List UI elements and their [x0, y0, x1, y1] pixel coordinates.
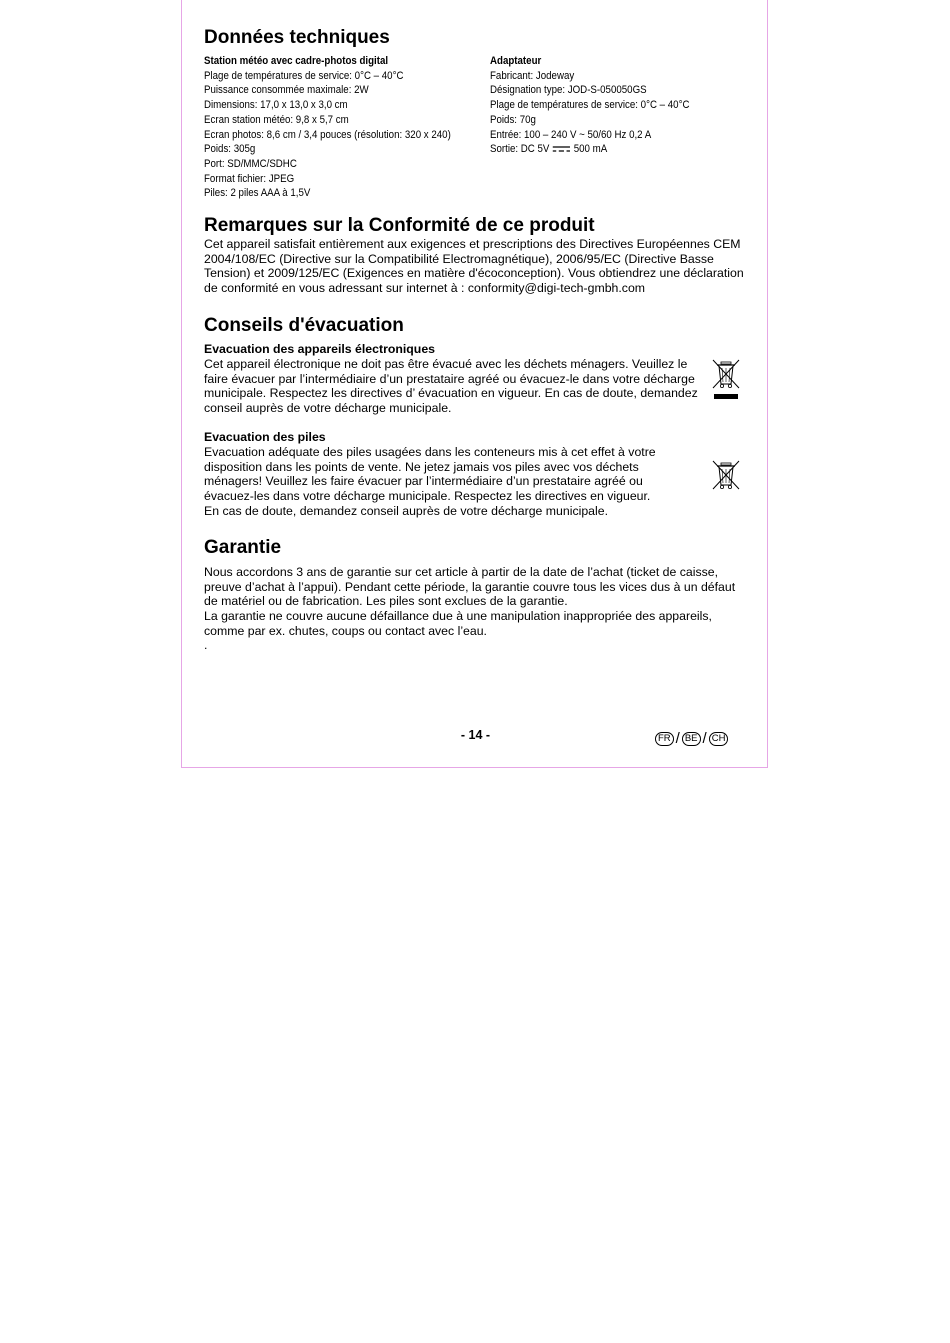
- spec-line: Ecran photos: 8,6 cm / 3,4 pouces (résolution: 320 x 240): [204, 128, 451, 141]
- country-flags: [655, 731, 728, 747]
- country-badge-fr: FR: [655, 732, 674, 746]
- conformity-text: Cet appareil satisfait entièrement aux exigences et prescriptions des Directives Européennes CEM 2004/108/EC (Directive sur la Compatibilité Electromagnétique), 2006/95/EC (Directive Basse Tension) et 2009/125/EC (Exigences en matière d'écoconception). Vous obtiendrez une déclaration de conformité en vous adressant sur internet à : conformity@digi-tech-gmbh.com: [204, 237, 744, 296]
- devices-text: Cet appareil électronique ne doit pas être évacué avec les déchets ménagers. Veuillez le faire évacuer par l’intermédiaire d’un prestataire agréé ou évacuez-le dans votre décharge municipale. Respectez les directives d’ évacuation en vigueur. En cas de doute, demandez conseil auprès de votre décharge municipale.: [204, 357, 698, 416]
- page-number: - 14 -: [460, 728, 491, 742]
- flag-separator: /: [702, 730, 707, 747]
- devices-heading: Evacuation des appareils électroniques: [204, 342, 435, 356]
- spec-line: Poids: 305g: [204, 143, 256, 156]
- batteries-text-2: En cas de doute, demandez conseil auprès de votre décharge municipale.: [204, 504, 609, 518]
- tech-title: Données techniques: [204, 27, 390, 48]
- conformity-title: Remarques sur la Conformité de ce produit: [204, 215, 595, 236]
- warranty-text-1: Nous accordons 3 ans de garantie sur cet article à partir de la date de l’achat (ticket de caisse, preuve d’achat à l’appui). Pendant cette période, la garantie couvre tous les vices dus à un défaut de matériel ou de fabrication. Les piles sont exclues de la garantie.: [204, 565, 736, 609]
- warranty-text-2: La garantie ne couvre aucune défaillance due à une manipulation inappropriée des appareils, comme par ex. chutes, coups ou contact avec l’eau.: [204, 609, 712, 638]
- disposal-title: Conseils d'évacuation: [204, 315, 404, 336]
- station-specs: [204, 54, 488, 201]
- crossed-bin-icon: [710, 358, 742, 402]
- tech-columns: [204, 54, 749, 204]
- warranty-title: Garantie: [204, 537, 282, 558]
- spec-line: Dimensions: 17,0 x 13,0 x 3,0 cm: [204, 99, 348, 112]
- batteries-text: Evacuation adéquate des piles usagées dans les conteneurs mis à cet effet à votre disposition dans les points de vente. Ne jetez jamais vos piles avec vos déchets ménagers! Veuillez les faire évacuer par l’intermédiaire d’un prestataire agréé ou évacuez-les dans votre décharge municipale. Respectez les directives en vigueur.: [204, 445, 656, 504]
- spec-line: Plage de températures de service: 0°C – 40°C: [204, 69, 404, 82]
- dc-symbol-icon: [552, 144, 571, 154]
- country-badge-ch: CH: [709, 732, 729, 746]
- spec-line: Piles: 2 piles AAA à 1,5V: [204, 187, 311, 200]
- spec-line: Désignation type: JOD-S-050050GS: [490, 84, 647, 97]
- batteries-heading: Evacuation des piles: [204, 430, 326, 444]
- crossed-bin-icon-batteries: [710, 459, 742, 493]
- spec-line-output: [490, 142, 739, 157]
- spec-line: Format fichier: JPEG: [204, 172, 295, 185]
- adapter-specs: [490, 54, 739, 157]
- spec-line: Fabricant: Jodeway: [490, 69, 575, 82]
- spec-line: Puissance consommée maximale: 2W: [204, 84, 369, 97]
- spec-line: Plage de températures de service: 0°C – 40°C: [490, 99, 690, 112]
- spec-line: Entrée: 100 – 240 V ~ 50/60 Hz 0,2 A: [490, 128, 652, 141]
- output-suffix: 500 mA: [573, 143, 608, 156]
- flag-separator: /: [675, 730, 680, 747]
- station-heading: Station météo avec cadre-photos digital: [204, 55, 389, 67]
- spec-line: Ecran station météo: 9,8 x 5,7 cm: [204, 113, 349, 126]
- warranty-text-3: .: [204, 638, 208, 652]
- spec-line: Poids: 70g: [490, 113, 536, 126]
- page: [181, 0, 768, 768]
- country-badge-be: BE: [682, 732, 701, 746]
- output-prefix: Sortie: DC 5V: [490, 143, 550, 156]
- adapter-heading: Adaptateur: [490, 55, 542, 67]
- spec-line: Port: SD/MMC/SDHC: [204, 157, 297, 170]
